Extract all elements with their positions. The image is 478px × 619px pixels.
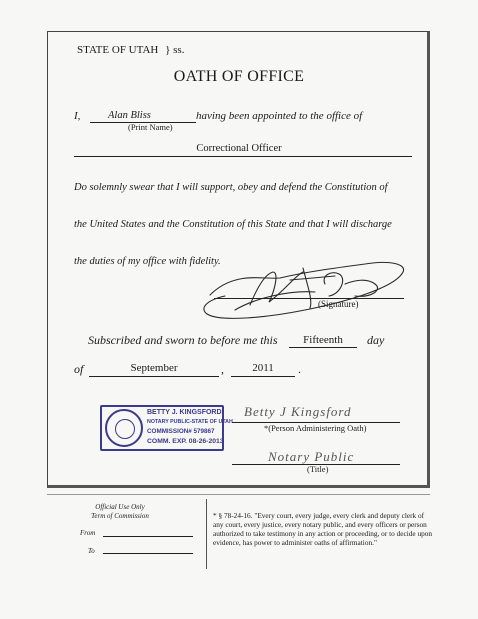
i-prefix: I, xyxy=(74,110,81,122)
printed-name: Alan Bliss xyxy=(108,110,151,121)
notary-commission: COMMISSION# 579867 xyxy=(147,428,215,435)
official-use-label: Official Use Only xyxy=(95,503,145,511)
day-label: day xyxy=(367,333,385,347)
month-value: September xyxy=(130,362,178,374)
print-name-caption: (Print Name) xyxy=(128,122,173,132)
oath-line-3: the duties of my office with fidelity. xyxy=(74,256,221,267)
title-caption: (Title) xyxy=(307,464,329,474)
day-value: Fifteenth xyxy=(303,334,343,346)
office-title: Correctional Officer xyxy=(196,143,282,154)
of-label: of xyxy=(74,362,84,376)
notary-expiration: COMM. EXP. 08-26-2013 xyxy=(147,438,224,445)
state-heading xyxy=(77,44,184,56)
oath-line-1: Do solemnly swear that I will support, obey and defend the Constitution of xyxy=(74,182,388,193)
state-name: STATE OF UTAH xyxy=(77,44,159,56)
day-underline xyxy=(289,347,357,348)
signature-caption: (Signature) xyxy=(318,299,359,309)
from-field xyxy=(103,536,193,537)
from-label: From xyxy=(80,529,96,537)
year-underline xyxy=(231,376,295,377)
utah-state-seal-icon xyxy=(105,409,143,447)
notary-line-1: NOTARY PUBLIC-STATE OF UTAH xyxy=(147,419,233,425)
notary-name: BETTY J. KINGSFORD xyxy=(147,409,222,416)
month-underline xyxy=(89,376,219,377)
handwritten-signature xyxy=(195,250,415,330)
administering-signature: Betty J Kingsford xyxy=(244,404,352,419)
term-label: Term of Commission xyxy=(91,512,149,520)
footer-divider xyxy=(206,499,207,569)
document-title: OATH OF OFFICE xyxy=(173,68,305,85)
ss-mark: } ss. xyxy=(165,44,185,56)
year-value: 2011 xyxy=(252,362,274,374)
appointment-phrase: having been appointed to the office of xyxy=(196,110,363,122)
subscribed-text: Subscribed and sworn to before me this xyxy=(88,333,278,347)
notary-seal-stamp xyxy=(100,405,233,451)
year-period: . xyxy=(298,362,301,376)
title-signature: Notary Public xyxy=(268,449,355,464)
month-comma: , xyxy=(221,362,224,376)
office-underline xyxy=(74,156,412,157)
statute-text: * § 78-24-16. "Every court, every judge, every clerk and deputy clerk of any court, every justice, every notary public, and every officers or person authorized to take testimony in any action or proceeding, or to decide upon evidence, has power to administer oaths of affirmation." xyxy=(213,511,433,547)
footer-separator xyxy=(47,494,430,495)
to-field xyxy=(103,553,193,554)
administering-caption: *(Person Administering Oath) xyxy=(264,423,367,433)
to-label: To xyxy=(88,547,95,555)
oath-line-2: the United States and the Constitution of this State and that I will discharge xyxy=(74,219,392,230)
signature-line xyxy=(214,298,404,299)
